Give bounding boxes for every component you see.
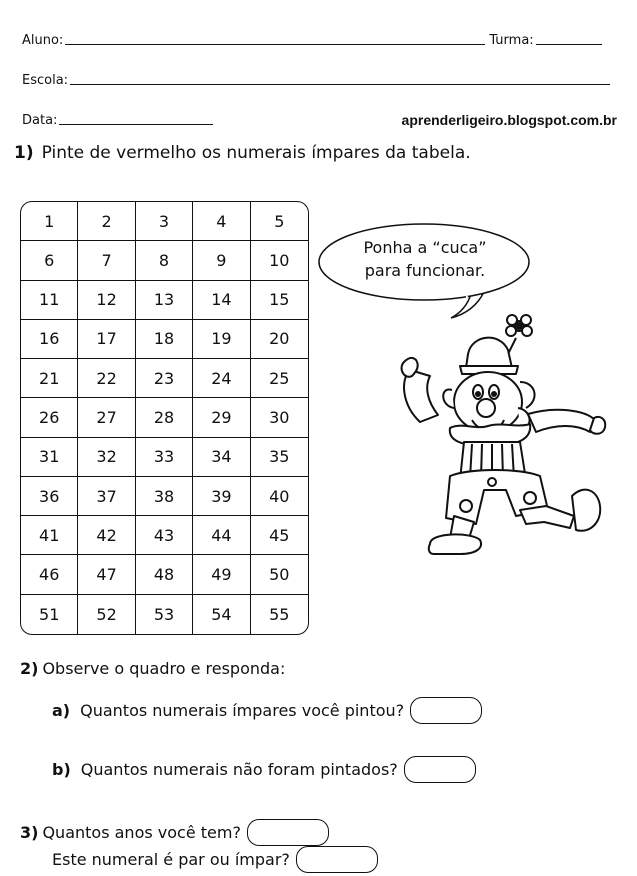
question-2a-letter: a) — [52, 701, 71, 720]
grid-cell-18[interactable]: 18 — [136, 320, 193, 359]
grid-cell-52[interactable]: 52 — [78, 595, 135, 634]
grid-cell-22[interactable]: 22 — [78, 359, 135, 398]
grid-cell-44[interactable]: 44 — [193, 516, 250, 555]
grid-cell-12[interactable]: 12 — [78, 281, 135, 320]
question-2-number: 2) — [20, 659, 39, 678]
question-3-text: Quantos anos você tem? — [42, 823, 241, 842]
turma-input-line[interactable] — [536, 43, 602, 45]
speech-bubble-text — [330, 236, 520, 282]
grid-cell-9[interactable]: 9 — [193, 241, 250, 280]
question-1 — [14, 143, 471, 163]
grid-cell-48[interactable]: 48 — [136, 555, 193, 594]
grid-cell-15[interactable]: 15 — [251, 281, 308, 320]
data-input-line[interactable] — [59, 123, 213, 125]
grid-cell-30[interactable]: 30 — [251, 398, 308, 437]
aluno-label: Aluno: — [22, 33, 64, 48]
grid-cell-53[interactable]: 53 — [136, 595, 193, 634]
grid-cell-26[interactable]: 26 — [21, 398, 78, 437]
question-3-number: 3) — [20, 823, 39, 842]
grid-cell-10[interactable]: 10 — [251, 241, 308, 280]
grid-cell-6[interactable]: 6 — [21, 241, 78, 280]
grid-cell-23[interactable]: 23 — [136, 359, 193, 398]
grid-cell-29[interactable]: 29 — [193, 398, 250, 437]
question-3 — [20, 819, 329, 846]
question-1-text: Pinte de vermelho os numerais ímpares da tabela. — [41, 143, 471, 163]
data-label: Data: — [22, 113, 58, 128]
question-2b-answer-box[interactable] — [404, 756, 476, 783]
number-grid — [21, 202, 308, 634]
grid-cell-7[interactable]: 7 — [78, 241, 135, 280]
number-table — [20, 201, 309, 635]
grid-cell-47[interactable]: 47 — [78, 555, 135, 594]
question-2-text: Observe o quadro e responda: — [42, 659, 286, 678]
grid-cell-40[interactable]: 40 — [251, 477, 308, 516]
question-2a-answer-box[interactable] — [410, 697, 482, 724]
grid-cell-32[interactable]: 32 — [78, 438, 135, 477]
grid-cell-2[interactable]: 2 — [78, 202, 135, 241]
grid-cell-5[interactable]: 5 — [251, 202, 308, 241]
grid-cell-55[interactable]: 55 — [269, 604, 290, 624]
grid-cell-24[interactable]: 24 — [193, 359, 250, 398]
escola-input-line[interactable] — [70, 83, 610, 85]
question-2a-text: Quantos numerais ímpares você pintou? — [80, 701, 405, 720]
escola-row — [22, 73, 610, 88]
grid-cell-46[interactable]: 46 — [21, 555, 78, 594]
grid-cell-39[interactable]: 39 — [193, 477, 250, 516]
grid-cell-14[interactable]: 14 — [193, 281, 250, 320]
grid-cell-43[interactable]: 43 — [136, 516, 193, 555]
clown-illustration — [380, 310, 610, 560]
question-1-number: 1) — [14, 143, 34, 163]
grid-cell-33[interactable]: 33 — [136, 438, 193, 477]
grid-cell-41[interactable]: 41 — [21, 516, 78, 555]
data-row — [22, 113, 213, 128]
grid-cell-36[interactable]: 36 — [21, 477, 78, 516]
grid-cell-49[interactable]: 49 — [193, 555, 250, 594]
grid-cell-35[interactable]: 35 — [251, 438, 308, 477]
grid-cell-38[interactable]: 38 — [136, 477, 193, 516]
grid-cell-42[interactable]: 42 — [78, 516, 135, 555]
grid-cell-45[interactable]: 45 — [251, 516, 308, 555]
grid-cell-17[interactable]: 17 — [78, 320, 135, 359]
grid-cell-27[interactable]: 27 — [78, 398, 135, 437]
grid-cell-4[interactable]: 4 — [193, 202, 250, 241]
question-2b — [52, 756, 476, 783]
question-2b-letter: b) — [52, 760, 71, 779]
grid-cell-19[interactable]: 19 — [193, 320, 250, 359]
grid-cell-20[interactable]: 20 — [251, 320, 308, 359]
question-3-followup — [52, 846, 378, 873]
question-3-age-answer-box[interactable] — [247, 819, 329, 846]
grid-cell-13[interactable]: 13 — [136, 281, 193, 320]
aluno-row — [22, 33, 602, 48]
question-2 — [20, 659, 285, 678]
grid-cell-34[interactable]: 34 — [193, 438, 250, 477]
speech-bubble-line-1: Ponha a “cuca” — [363, 238, 487, 257]
grid-cell-28[interactable]: 28 — [136, 398, 193, 437]
question-3-parity-answer-box[interactable] — [296, 846, 378, 873]
grid-cell-31[interactable]: 31 — [21, 438, 78, 477]
aluno-input-line[interactable] — [65, 43, 485, 45]
turma-label: Turma: — [489, 33, 534, 48]
grid-cell-50[interactable]: 50 — [251, 555, 308, 594]
grid-cell-16[interactable]: 16 — [21, 320, 78, 359]
question-3-followup-text: Este numeral é par ou ímpar? — [52, 850, 290, 869]
grid-cell-25[interactable]: 25 — [251, 359, 308, 398]
grid-cell-37[interactable]: 37 — [78, 477, 135, 516]
grid-cell-54[interactable]: 54 — [193, 595, 250, 634]
blog-url: aprenderligeiro.blogspot.com.br — [401, 112, 617, 128]
grid-cell-11[interactable]: 11 — [21, 281, 78, 320]
question-2b-text: Quantos numerais não foram pintados? — [80, 760, 398, 779]
grid-cell-3[interactable]: 3 — [136, 202, 193, 241]
grid-cell-21[interactable]: 21 — [21, 359, 78, 398]
question-2a — [52, 697, 482, 724]
grid-cell-51[interactable]: 51 — [21, 595, 78, 634]
escola-label: Escola: — [22, 73, 69, 88]
grid-cell-1[interactable]: 1 — [21, 202, 78, 241]
speech-bubble-line-2: para funcionar. — [364, 261, 486, 280]
grid-cell-8[interactable]: 8 — [136, 241, 193, 280]
